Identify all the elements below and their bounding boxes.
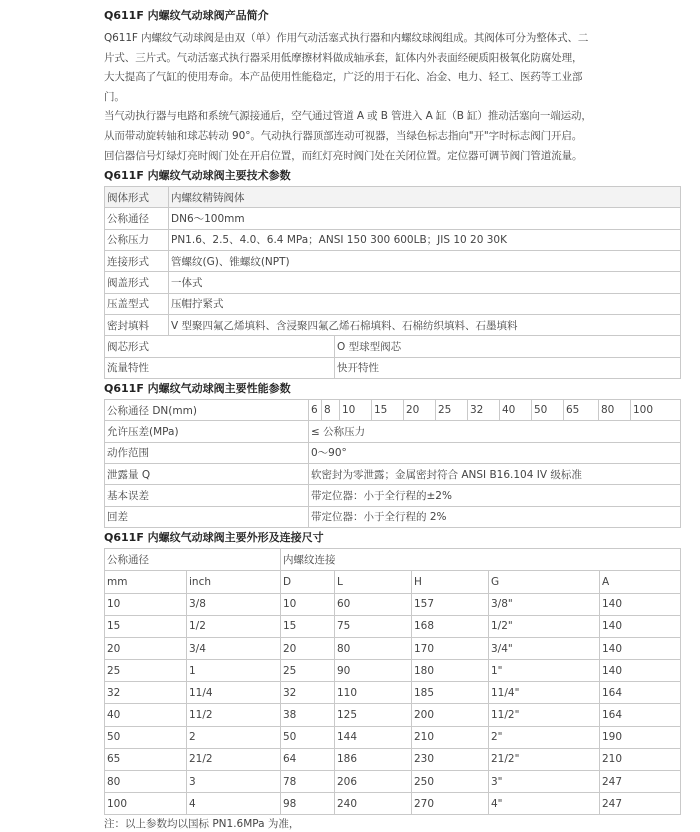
intro-line: 片式、三片式。气动活塞式执行器采用低摩擦材料做成轴承套，缸体内外表面经硬质阳极氧化防腐处理，	[104, 51, 583, 64]
intro-line: Q611F 内螺纹气动球阀是由双（单）作用气动活塞式执行器和内螺纹球阀组成。其阀体可分为整体式、二	[104, 32, 589, 44]
table-cell: 64	[281, 748, 335, 770]
table-row	[105, 357, 681, 378]
table-cell: 230	[412, 748, 489, 770]
param-value: 快开特性	[335, 357, 681, 378]
table-cell: 90	[335, 660, 412, 682]
table-cell: 25	[281, 660, 335, 682]
table-row	[105, 726, 681, 748]
dimensions-body	[105, 593, 681, 815]
param-key: 动作范围	[105, 442, 309, 463]
table-cell: 247	[600, 771, 681, 793]
table-cell: 100	[105, 793, 187, 815]
table-row	[105, 421, 681, 442]
table-cell: 38	[281, 704, 335, 726]
table-cell: 3"	[489, 771, 600, 793]
table-cell: 11/2	[187, 704, 281, 726]
table-cell: 15	[105, 615, 187, 637]
table-cell: 240	[335, 793, 412, 815]
table-cell: 75	[335, 615, 412, 637]
param-value: V 型聚四氟乙烯填料、含浸聚四氟乙烯石棉填料、石棉纺织填料、石墨填料	[169, 314, 681, 335]
table-cell: 140	[600, 637, 681, 659]
table-cell: 3/8"	[489, 593, 600, 615]
table-cell: 21/2"	[489, 748, 600, 770]
table-row	[105, 208, 681, 229]
intro-line: 大大提高了气缸的使用寿命。本产品使用性能稳定，广泛的用于石化、冶金、电力、轻工、医药等工业部	[104, 71, 583, 84]
param-key: 流量特性	[105, 357, 335, 378]
intro-line: 从而带动旋转轴和球芯转动 90°。气动执行器顶部连动可视器，当绿色标志指向"开"字时标志阀门开启。	[104, 129, 583, 142]
group-header-thread: 内螺纹连接	[281, 549, 681, 571]
table-cell: 250	[412, 771, 489, 793]
dn-value: 40	[500, 399, 532, 420]
table-cell: 4	[187, 793, 281, 815]
table-cell: 3/4"	[489, 637, 600, 659]
table-cell: 270	[412, 793, 489, 815]
column-header: L	[335, 571, 412, 593]
table-row	[105, 251, 681, 272]
footnote: 注：以上参数均以国标 PN1.6MPa 为准，	[104, 818, 300, 831]
dn-label: 公称通径 DN(mm)	[105, 399, 309, 420]
table-cell: 1/2"	[489, 615, 600, 637]
table-cell: 247	[600, 793, 681, 815]
dn-value: 80	[599, 399, 631, 420]
table-cell: 20	[105, 637, 187, 659]
table-row	[105, 442, 681, 463]
param-value: PN1.6、2.5、4.0、6.4 MPa；ANSI 150 300 600LB；JIS 10 20 30K	[169, 229, 681, 250]
table-row	[105, 187, 681, 208]
param-key: 允许压差(MPa)	[105, 421, 309, 442]
table-row	[105, 748, 681, 770]
table-row	[105, 771, 681, 793]
table-cell: 2	[187, 726, 281, 748]
table-cell: 168	[412, 615, 489, 637]
table-cell: 1	[187, 660, 281, 682]
table-cell: 210	[412, 726, 489, 748]
table-cell: 21/2	[187, 748, 281, 770]
table-cell: 3	[187, 771, 281, 793]
dn-value: 65	[564, 399, 599, 420]
table-row	[105, 615, 681, 637]
table-row	[105, 464, 681, 485]
table-row	[105, 549, 681, 571]
table-row	[105, 485, 681, 506]
table-cell: 32	[105, 682, 187, 704]
dn-value: 10	[340, 399, 372, 420]
table-row	[105, 593, 681, 615]
table-row	[105, 571, 681, 593]
table-cell: 4"	[489, 793, 600, 815]
tech-title: Q611F 内螺纹气动球阀主要技术参数	[104, 169, 291, 183]
param-value: 一体式	[169, 272, 681, 293]
table-row	[105, 314, 681, 335]
table-cell: 25	[105, 660, 187, 682]
table-cell: 185	[412, 682, 489, 704]
table-row	[105, 229, 681, 250]
dn-value: 50	[532, 399, 564, 420]
param-key: 公称压力	[105, 229, 169, 250]
dn-value: 100	[631, 399, 681, 420]
column-header: mm	[105, 571, 187, 593]
table-cell: 40	[105, 704, 187, 726]
dn-value: 25	[436, 399, 468, 420]
table-cell: 65	[105, 748, 187, 770]
table-cell: 140	[600, 660, 681, 682]
table-row	[105, 399, 681, 420]
table-row	[105, 704, 681, 726]
column-header: A	[600, 571, 681, 593]
table-cell: 125	[335, 704, 412, 726]
dim-title: Q611F 内螺纹气动球阀主要外形及连接尺寸	[104, 531, 324, 545]
table-cell: 50	[281, 726, 335, 748]
dn-value: 15	[372, 399, 404, 420]
perf-title: Q611F 内螺纹气动球阀主要性能参数	[104, 381, 291, 395]
table-row	[105, 506, 681, 527]
param-value: 带定位器：小于全行程的 2%	[309, 506, 681, 527]
table-row	[105, 660, 681, 682]
param-value: 压帽拧紧式	[169, 293, 681, 314]
group-header-nominal: 公称通径	[105, 549, 281, 571]
table-cell: 10	[281, 593, 335, 615]
column-header: G	[489, 571, 600, 593]
perf-params-table	[104, 399, 681, 528]
dn-value: 32	[468, 399, 500, 420]
table-cell: 210	[600, 748, 681, 770]
param-value: 管螺纹(G)、锥螺纹(NPT)	[169, 251, 681, 272]
table-cell: 140	[600, 615, 681, 637]
table-cell: 200	[412, 704, 489, 726]
table-cell: 20	[281, 637, 335, 659]
dn-value: 8	[322, 399, 340, 420]
param-value: 带定位器：小于全行程的±2%	[309, 485, 681, 506]
table-cell: 144	[335, 726, 412, 748]
table-cell: 110	[335, 682, 412, 704]
table-cell: 164	[600, 704, 681, 726]
table-cell: 15	[281, 615, 335, 637]
param-key: 阀体形式	[105, 187, 169, 208]
table-row	[105, 793, 681, 815]
table-cell: 186	[335, 748, 412, 770]
intro-paragraph	[104, 29, 680, 166]
param-key: 阀盖形式	[105, 272, 169, 293]
param-key: 连接形式	[105, 251, 169, 272]
dn-value: 20	[404, 399, 436, 420]
product-document	[104, 0, 680, 832]
tech-params-table	[104, 186, 681, 379]
dn-value: 6	[309, 399, 322, 420]
table-row	[105, 682, 681, 704]
table-cell: 170	[412, 637, 489, 659]
table-cell: 11/2"	[489, 704, 600, 726]
param-key: 公称通径	[105, 208, 169, 229]
table-cell: 157	[412, 593, 489, 615]
table-cell: 190	[600, 726, 681, 748]
table-row	[105, 293, 681, 314]
table-cell: 80	[105, 771, 187, 793]
table-cell: 98	[281, 793, 335, 815]
param-key: 回差	[105, 506, 309, 527]
table-cell: 2"	[489, 726, 600, 748]
table-cell: 164	[600, 682, 681, 704]
table-cell: 50	[105, 726, 187, 748]
param-key: 阀芯形式	[105, 336, 335, 357]
table-cell: 1"	[489, 660, 600, 682]
table-cell: 180	[412, 660, 489, 682]
table-cell: 60	[335, 593, 412, 615]
table-cell: 80	[335, 637, 412, 659]
table-cell: 206	[335, 771, 412, 793]
intro-line: 回信器信号灯绿灯亮时阀门处在开启位置，而红灯亮时阀门处在关闭位置。定位器可调节阀门管道流量。	[104, 149, 583, 162]
table-row	[105, 637, 681, 659]
intro-title: Q611F 内螺纹气动球阀产品简介	[104, 9, 269, 22]
table-row	[105, 336, 681, 357]
table-cell: 11/4"	[489, 682, 600, 704]
table-cell: 32	[281, 682, 335, 704]
param-value: 0～90°	[309, 442, 681, 463]
table-cell: 10	[105, 593, 187, 615]
param-value: ≤ 公称压力	[309, 421, 681, 442]
table-cell: 11/4	[187, 682, 281, 704]
column-header: D	[281, 571, 335, 593]
table-row	[105, 272, 681, 293]
param-key: 基本误差	[105, 485, 309, 506]
param-key: 密封填料	[105, 314, 169, 335]
column-header: inch	[187, 571, 281, 593]
table-cell: 78	[281, 771, 335, 793]
column-header: H	[412, 571, 489, 593]
table-cell: 140	[600, 593, 681, 615]
param-value: 内螺纹精铸阀体	[169, 187, 681, 208]
dimensions-table	[104, 548, 681, 815]
param-key: 压盖型式	[105, 293, 169, 314]
param-value: DN6～100mm	[169, 208, 681, 229]
param-value: 软密封为零泄露；金属密封符合 ANSI B16.104 IV 级标准	[309, 464, 681, 485]
table-cell: 3/8	[187, 593, 281, 615]
param-key: 泄露量 Q	[105, 464, 309, 485]
intro-line: 当气动执行器与电路和系统气源接通后，空气通过管道 A 或 B 管进入 A 缸（B 缸）推动活塞向一端运动，	[104, 110, 592, 123]
intro-line: 门。	[104, 90, 125, 103]
param-value: O 型球型阀芯	[335, 336, 681, 357]
table-cell: 1/2	[187, 615, 281, 637]
table-cell: 3/4	[187, 637, 281, 659]
